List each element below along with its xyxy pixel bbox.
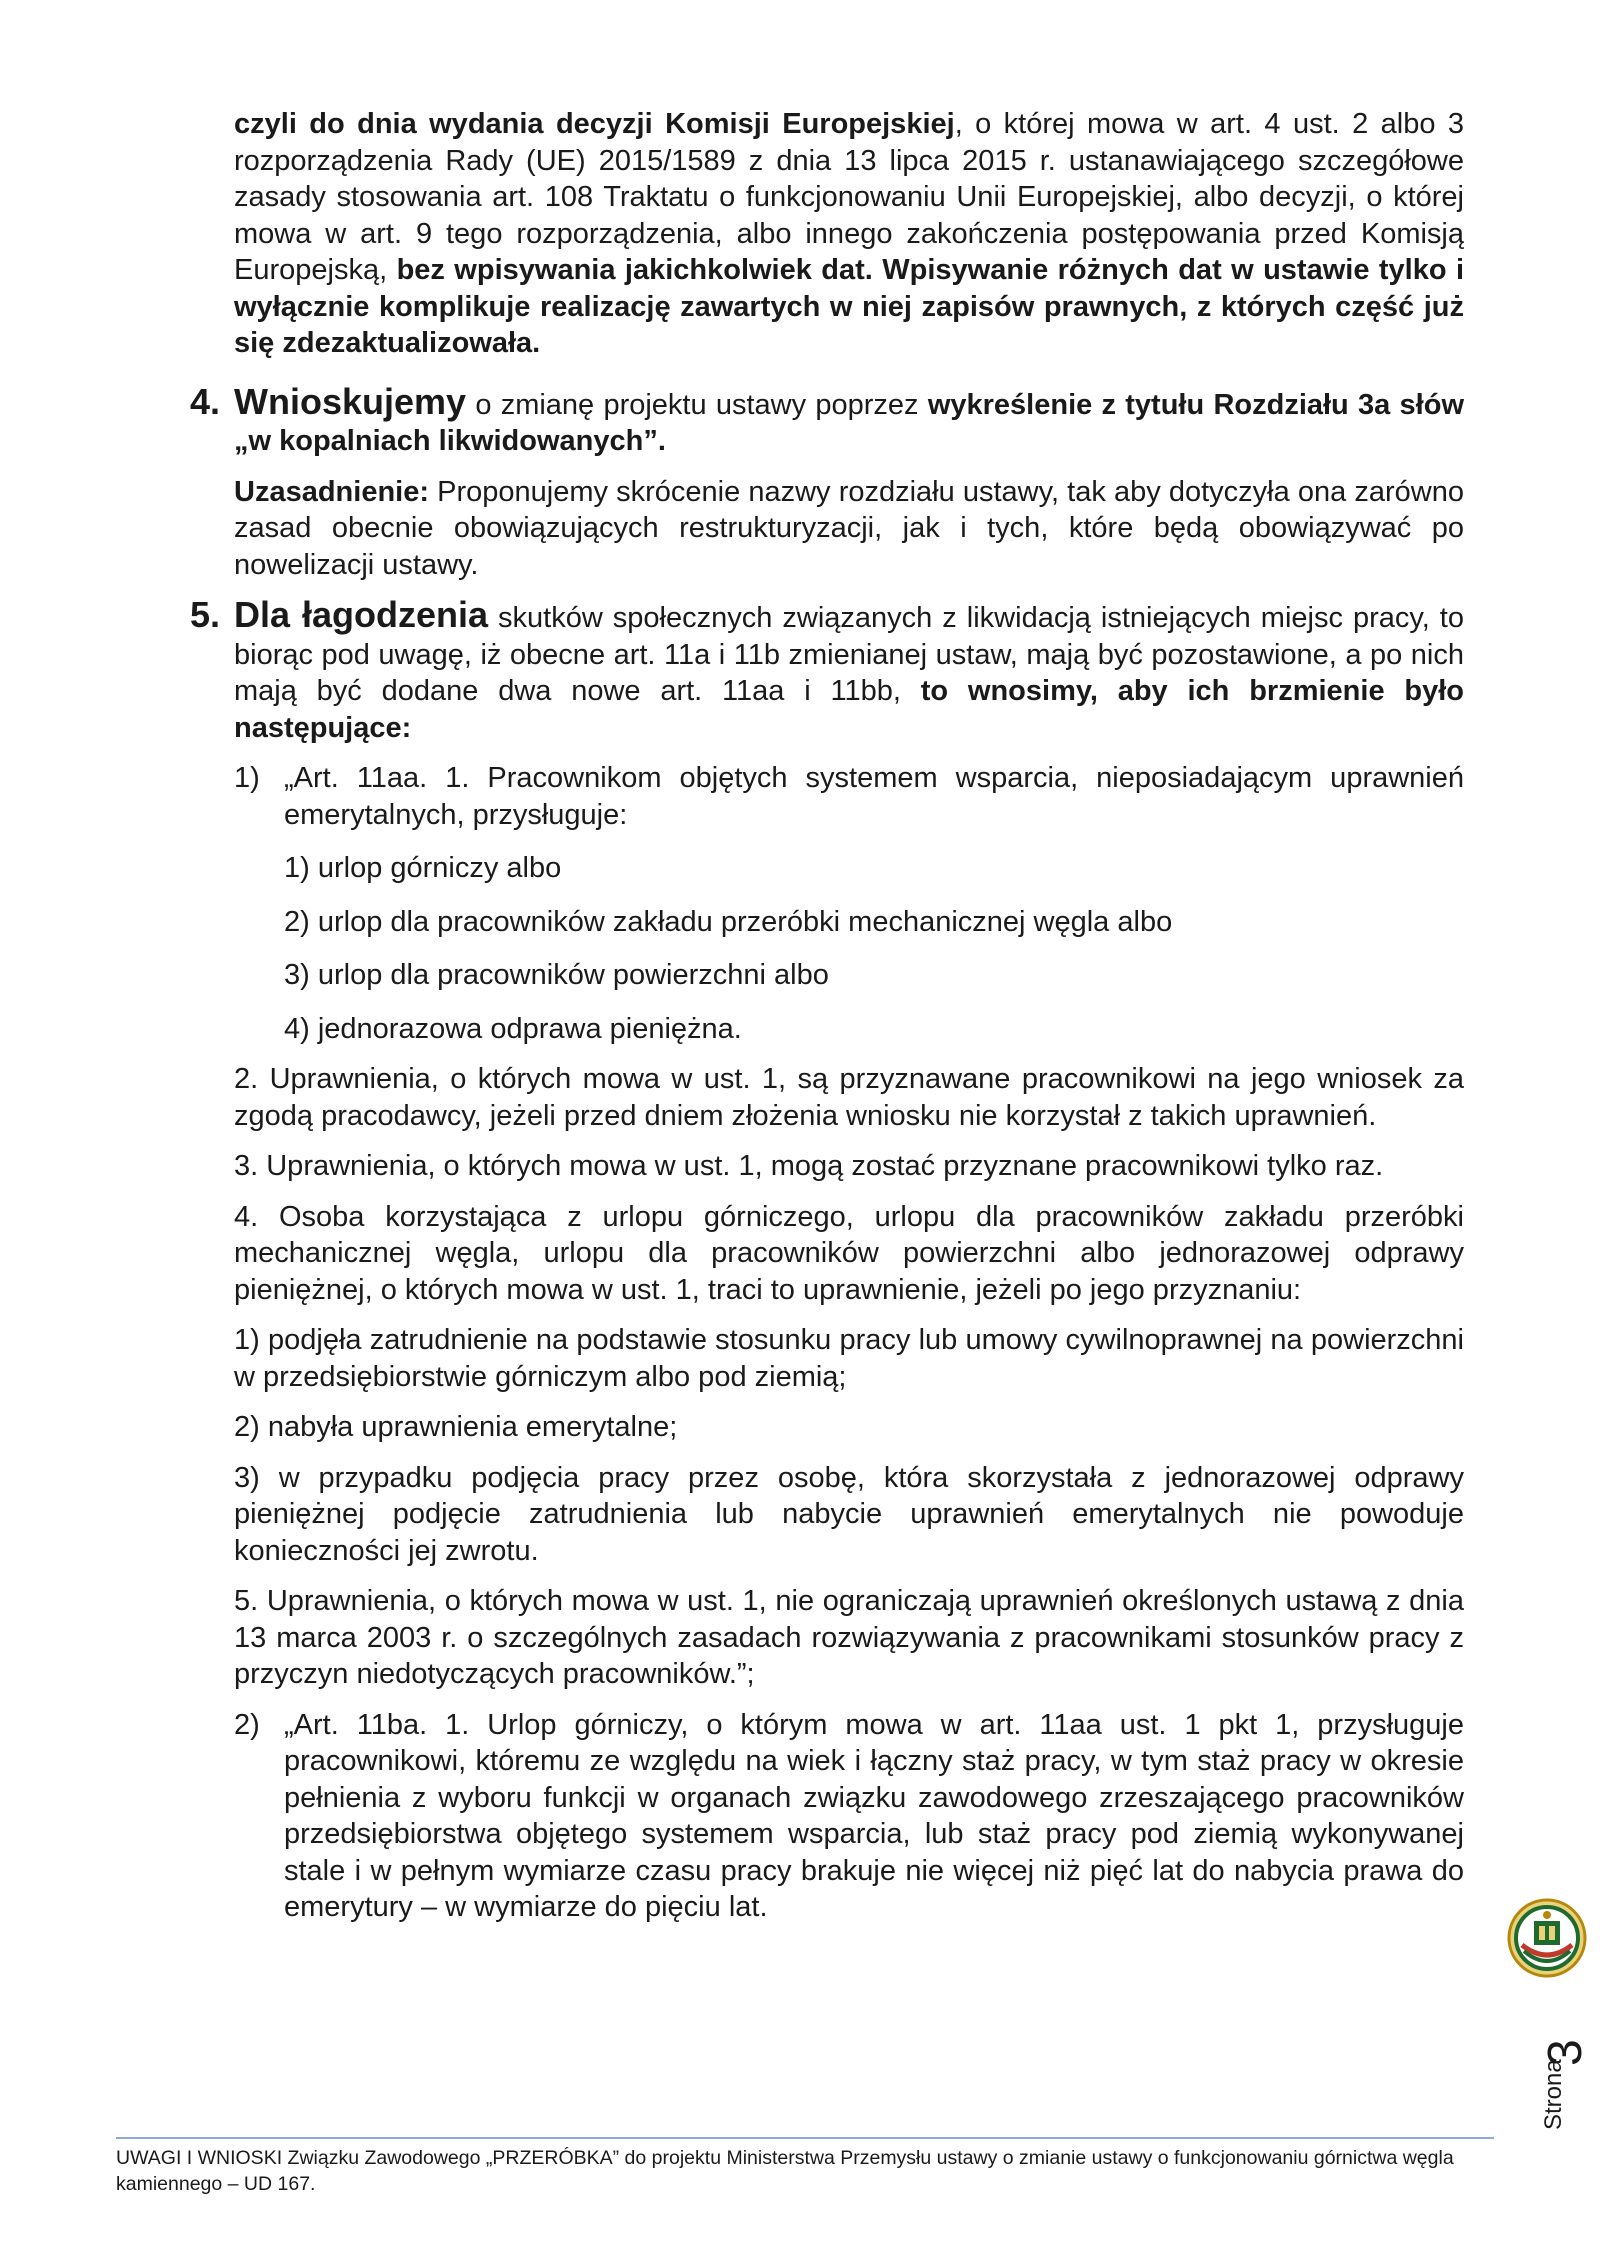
sub-point-1-text: „Art. 11aa. 1. Pracownikom objętych systemem wsparcia, nieposiadającym uprawnień emerytalnych, przysługuje: bbox=[284, 762, 1464, 831]
paragraph: 2) nabyła uprawnienia emerytalne; bbox=[234, 1411, 678, 1443]
item-5-text: skutków społecznych związanych z likwidacją istniejących miejsc pracy, to biorąc pod uwagę, iż obecne art. 11a i 11b zmienianej ustaw, mają być pozostawione, a po nich mają być dodane dwa nowe art. 11aa i 11bb, bbox=[234, 602, 1464, 707]
document-body bbox=[190, 106, 1465, 1926]
page-number-value: 3 bbox=[1539, 2039, 1592, 2066]
intro-bold-1: czyli do dnia wydania decyzji Komisji Europejskiej bbox=[234, 108, 955, 140]
item-4-text: o zmianę projektu ustawy poprzez bbox=[466, 388, 928, 421]
intro-bold-2: bez wpisywania jakichkolwiek dat. Wpisywanie różnych dat w ustawie tylko i wyłącznie komplikuje realizację zawartych w niej zapisów prawnych, z których część już się zdezaktualizowała. bbox=[234, 254, 1465, 359]
item-4-justification bbox=[234, 474, 1464, 584]
list-item: 2) urlop dla pracowników zakładu przeróbki mechanicznej węgla albo bbox=[284, 905, 1173, 938]
footer-text: UWAGI I WNIOSKI Związku Zawodowego „PRZERÓBKA” do projektu Ministerstwa Przemysłu ustawy o zmianie ustawy o funkcjonowaniu górnictwa węgla kamiennego – UD 167. bbox=[116, 2147, 1454, 2195]
sub-point-1-number: 1) bbox=[234, 762, 260, 794]
item-4 bbox=[190, 380, 1464, 584]
paragraph: 4. Osoba korzystająca z urlopu górniczego, urlopu dla pracowników zakładu przeróbki mechanicznej węgla, urlopu dla pracowników powierzchni albo jednorazowej odprawy pieniężnej, o których mowa w ust. 1, traci to uprawnienie, jeżeli po jego przyznaniu: bbox=[234, 1200, 1464, 1306]
intro-paragraph bbox=[234, 106, 1464, 362]
list-item: 1) urlop górniczy albo bbox=[284, 852, 562, 884]
sub-point-2-text: „Art. 11ba. 1. Urlop górniczy, o którym mowa w art. 11aa ust. 1 pkt 1, przysługuje pracownikowi, któremu ze względu na wiek i łączny staż pracy, w tym staż pracy w okresie pełnienia z wyboru funkcji w organach związku zawodowego zrzeszającego pracowników przedsiębiorstwa objętego systemem wsparcia, lub staż pracy pod ziemią wykonywanej stale i w pełnym wymiarze czasu pracy brakuje nie więcej niż pięć lat do nabycia prawa do emerytury – w wymiarze do pięciu lat. bbox=[284, 1708, 1464, 1923]
item-4-lead: Wnioskujemy bbox=[234, 380, 467, 422]
paragraph: 3. Uprawnienia, o których mowa w ust. 1, mogą zostać przyznane pracownikowi tylko raz. bbox=[234, 1150, 1384, 1182]
union-logo-icon bbox=[1506, 1897, 1588, 1979]
list-item: 4) jednorazowa odprawa pieniężna. bbox=[284, 1012, 742, 1045]
page-number bbox=[1538, 2018, 1598, 2143]
paragraph: 5. Uprawnienia, o których mowa w ust. 1, nie ograniczają uprawnień określonych ustawą z dnia 13 marca 2003 r. o szczególnych zasadach rozwiązywania z pracownikami stosunków pracy z przyczyn niedotyczących pracowników.”; bbox=[234, 1585, 1464, 1690]
justification-text: Proponujemy skrócenie nazwy rozdziału ustawy, tak aby dotyczyła ona zarówno zasad obecnie obowiązujących restrukturyzacji, jak i tych, które będą obowiązywać po nowelizacji ustawy. bbox=[234, 475, 1464, 581]
sub-point-1 bbox=[234, 760, 1464, 833]
sub-point-2-number: 2) bbox=[234, 1708, 260, 1741]
sub-point-2 bbox=[234, 1707, 1464, 1926]
item-5 bbox=[190, 594, 1464, 1926]
paragraph: 3) w przypadku podjęcia pracy przez osobę, która skorzystała z jednorazowej odprawy pieniężnej podjęcie zatrudnienia lub nabycie uprawnień emerytalnych nie powoduje konieczności jej zwrotu. bbox=[234, 1461, 1464, 1567]
paragraph: 1) podjęła zatrudnienie na podstawie stosunku pracy lub umowy cywilnoprawnej na powierzchni w przedsiębiorstwie górniczym albo pod ziemią; bbox=[234, 1324, 1464, 1393]
item-5-lead: Dla łagodzenia bbox=[234, 594, 489, 635]
item-5-number: 5. bbox=[190, 594, 221, 635]
item-5-bold: to wnosimy, aby ich brzmienie było następujące: bbox=[234, 675, 1464, 744]
list-item: 3) urlop dla pracowników powierzchni albo bbox=[284, 959, 829, 991]
item-4-bold: wykreślenie z tytułu Rozdziału 3a słów „w kopalniach likwidowanych”. bbox=[234, 388, 1464, 457]
paragraph: 2. Uprawnienia, o których mowa w ust. 1, są przyznawane pracownikowi na jego wniosek za zgodą pracodawcy, jeżeli przed dniem złożenia wniosku nie korzystał z takich uprawnień. bbox=[234, 1063, 1464, 1132]
justification-label: Uzasadnienie: bbox=[234, 475, 429, 508]
item-4-number: 4. bbox=[190, 380, 221, 422]
page-label: Strona bbox=[1540, 2059, 1567, 2130]
item-4-paragraph bbox=[234, 380, 1464, 460]
footer-divider bbox=[116, 2137, 1494, 2139]
intro-text: , o której mowa w art. 4 ust. 2 albo 3 rozporządzenia Rady (UE) 2015/1589 z dnia 13 lipca 2015 r. ustanawiającego szczegółowe zasady stosowania art. 108 Traktatu o funkcjonowaniu Unii Europejskiej, albo decyzji, o której mowa w art. 9 tego rozporządzenia, albo innego zakończenia postępowania przed Komisją Europejską, bbox=[234, 108, 1464, 286]
item-5-paragraph bbox=[234, 594, 1464, 746]
